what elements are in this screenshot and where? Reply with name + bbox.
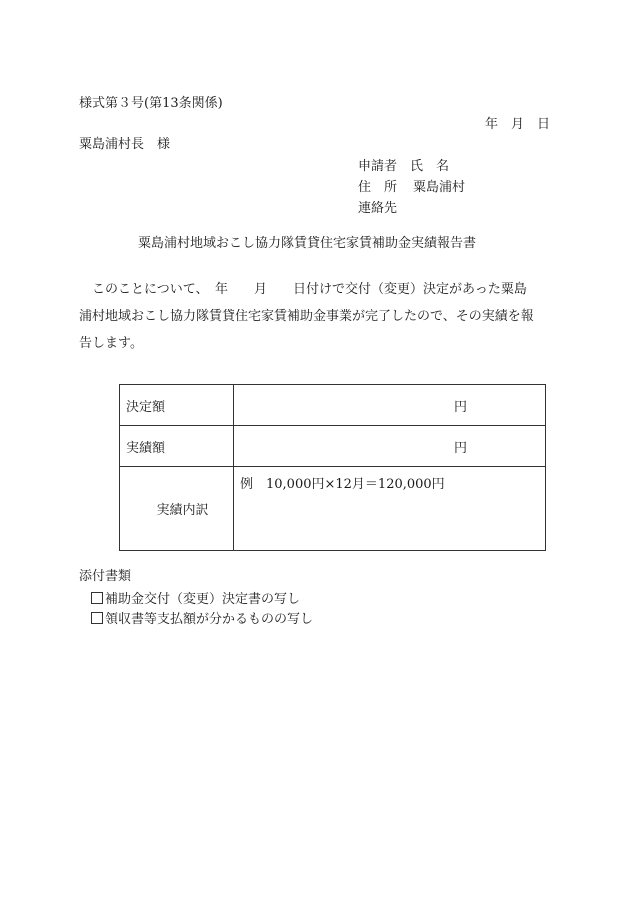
- attachments-heading: 添付書類: [79, 569, 132, 584]
- checkbox-icon[interactable]: [91, 592, 103, 604]
- table-row-actual: [120, 426, 546, 467]
- attachment-label: 領収書等支払額が分かるものの写し: [105, 612, 314, 627]
- attachment-item: [91, 610, 313, 630]
- checkbox-icon[interactable]: [91, 612, 103, 624]
- applicant-contact-row: [358, 198, 465, 219]
- applicant-address-label: 住 所: [358, 180, 398, 195]
- applicant-block: [358, 156, 465, 219]
- addressee: 粟島浦村長 様: [79, 137, 171, 152]
- document-title: 粟島浦村地域おこし協力隊賃貸住宅家賃補助金実績報告書: [138, 236, 477, 251]
- decided-amount-field[interactable]: 円: [234, 385, 546, 426]
- form-number: 様式第３号(第13条関係): [79, 96, 223, 111]
- breakdown-label: 実績内訳: [120, 467, 234, 551]
- actual-amount-field[interactable]: 円: [234, 426, 546, 467]
- applicant-address-value: 粟島浦村: [413, 180, 466, 195]
- date-month: 月: [511, 117, 525, 132]
- applicant-contact-label: 連絡先: [358, 201, 398, 216]
- applicant-name-row: [358, 156, 465, 177]
- date-day: 日: [537, 117, 551, 132]
- applicant-name-label: 申請者 氏 名: [358, 159, 450, 174]
- body-line-2: 浦村地域おこし協力隊賃貸住宅家賃補助金事業が完了したので、その実績を報: [79, 309, 534, 324]
- decided-amount-label: 決定額: [120, 385, 234, 426]
- amounts-table: [119, 384, 546, 551]
- date-year: 年: [485, 117, 499, 132]
- applicant-address-row: [358, 177, 465, 198]
- body-line-1: このことについて、 年 月 日付けで交付（変更）決定があった粟島: [92, 282, 527, 297]
- date-line: [485, 118, 550, 131]
- breakdown-field[interactable]: 例 10,000円×12月＝120,000円: [234, 467, 546, 551]
- table-row-breakdown: [120, 467, 546, 551]
- report-body: [79, 276, 549, 357]
- actual-amount-label: 実績額: [120, 426, 234, 467]
- attachment-label: 補助金交付（変更）決定書の写し: [105, 592, 301, 607]
- attachment-item: [91, 590, 313, 610]
- body-line-3: 告します。: [79, 336, 143, 351]
- attachments-list: [91, 590, 313, 630]
- table-row-decided: [120, 385, 546, 426]
